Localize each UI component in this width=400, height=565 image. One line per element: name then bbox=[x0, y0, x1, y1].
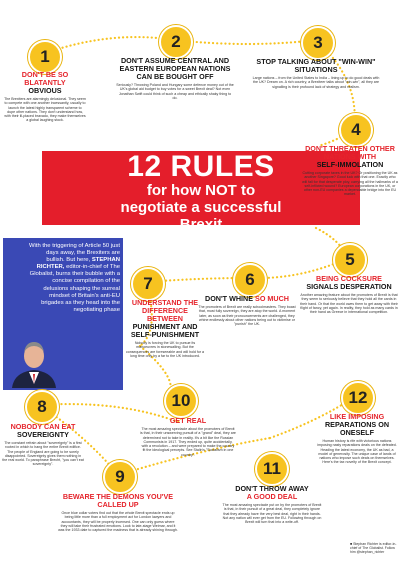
rule-6-heading bbox=[197, 295, 297, 303]
title-main: 12 RULES bbox=[127, 150, 275, 183]
rule-3-heading: STOP TALKING ABOUT "WIN-WIN" SITUATIONS bbox=[256, 57, 376, 74]
rule-3 bbox=[250, 58, 382, 89]
rule-9 bbox=[58, 493, 178, 532]
rule-4-body: Cutting corporate taxes in the UK? Or positioning the UK as another Singapore? Good luck with that one. Exactly who will fall for that desperate ploy, carrying all the hallmarks of a self-inflicted wound? European corporations in the UK, or other non-EU companies a dependable bridge into the EU market. bbox=[302, 171, 398, 197]
rule-2-body: Seriously? Throwing Poland and Hungary some defence money out of the UK's global aid budget to buy votes for a sweet Brexit deal? Not even Jonathan Swift could think of such a cheap and ethically shaky thing to do. bbox=[116, 83, 234, 100]
rule-9-heading: CALLED UP bbox=[97, 500, 139, 509]
rule-1-heading-red: DON'T BE SO BLATANTLY bbox=[21, 70, 69, 87]
rule-11 bbox=[222, 485, 322, 524]
rule-6-number: 6 bbox=[233, 263, 267, 297]
author-photo bbox=[6, 332, 62, 388]
rule-5 bbox=[300, 275, 398, 314]
rule-8 bbox=[2, 423, 84, 467]
rule-10-heading: GET REAL bbox=[169, 416, 207, 425]
rule-5-heading-red: BEING COCKSURE bbox=[316, 274, 382, 283]
rule-7-heading-red: UNDERSTAND THE DIFFERENCE BETWEEN bbox=[131, 298, 199, 323]
title-line-3: negotiate a successful bbox=[120, 199, 282, 216]
rule-6-body: The promoters of Brexit are really schoolmasters. They boast that, must fully sovereign, they are atop the world. A moment later, as soon as their pronouncements are challenged, they whine endlessly about other nations being out to victimise or "punish" the UK. bbox=[198, 305, 296, 327]
rule-7-heading: PUNISHMENT AND SELF-PUNISHMENT bbox=[130, 322, 200, 339]
rule-9-heading-red: BEWARE THE DEMONS YOU'VE bbox=[62, 492, 174, 501]
rule-1 bbox=[4, 71, 86, 123]
rule-3-body: Large nations – from the United States to India – lining up to do good deals with the UK? Dream on. A rich country, a Brexiteer talks about "win-win", all they are signalling is their profound lack of strategy and realism. bbox=[252, 76, 380, 89]
rule-6-heading-red: SO MUCH bbox=[255, 294, 289, 303]
rule-4-heading-red: DON'T THREATEN OTHER NATIONS WITH bbox=[305, 144, 395, 161]
rule-10-body: The most amazing spectacle about the promoters of Brexit is that, in their unswerving pursuit of a "grand" deal, they are determined not to take in reality. It's a bit like the Russian Communists in 1917. They ended up, quite accidentally, with a revolution – and were prepared to make the country fit the ideological precepts. See Stalin's "Socialism in one country". bbox=[140, 427, 236, 457]
rule-1-heading: OBVIOUS bbox=[28, 86, 62, 95]
rule-2 bbox=[116, 57, 234, 100]
rule-6 bbox=[197, 295, 297, 326]
title-line-2: for how NOT to bbox=[146, 182, 256, 199]
rule-2-number: 2 bbox=[159, 25, 193, 59]
rule-12 bbox=[316, 413, 398, 465]
intro-author-name: STEPHAN RICHTER, bbox=[36, 257, 120, 271]
rule-1-number: 1 bbox=[28, 40, 62, 74]
rule-11-heading-red: A GOOD DEAL bbox=[246, 492, 298, 501]
rule-3-number: 3 bbox=[301, 26, 335, 60]
rule-6-heading-black: DON'T WHINE bbox=[205, 294, 254, 303]
rule-7-body: Nobody is forcing the UK to pursue its manoeuvres in stonewalling. But the consequences are foreseeable and will hold for a long time only by a far to the UK introduced. bbox=[125, 341, 205, 358]
rule-9-body: Once blue collar voters find out that the whole Brexit spectacle ends up being little more than a full employment act for London lawyers and accountants, they will be properly incensed. One can only guess where they will take their frustrated emotions. Look to late-stage Weimar, and it was the 1933 date to captured the madness that is already shining through. bbox=[58, 511, 178, 533]
rule-10-number: 10 bbox=[164, 384, 198, 418]
author-credit: ■ Stephan Richter is editor-in-chief of The Globalist. Follow him @stephan_richter bbox=[350, 542, 397, 555]
rule-8-number: 8 bbox=[25, 390, 59, 424]
rule-5-body: Another amazing feature about the promoters of Brexit is that they seem to seriously believe that they hold all the cards in their hand. Or that the world owes them to get away with their flight of fancy, yet again. In reality, they hold as many cards in their hand as Greece in international competition. bbox=[300, 293, 398, 315]
rule-8-body: The constant refrain about "sovereignty" is a first rooted in which to hang the entire Brexit edifice. The people of England are going to be sorely disappointed. Sovereignty gives them nothing in the real world. To paraphrase Brecht, "you can't eat sovereignty". bbox=[2, 441, 84, 467]
rule-4-number: 4 bbox=[339, 113, 373, 147]
rule-12-heading: REPARATIONS ON ONESELF bbox=[324, 420, 390, 437]
rule-2-heading: DON'T ASSUME CENTRAL AND EASTERN EUROPEAN NATIONS CAN BE BOUGHT OFF bbox=[119, 56, 231, 81]
rule-12-heading-red: LIKE IMPOSING bbox=[329, 412, 385, 421]
rule-4-heading: SELF-IMMOLATION bbox=[316, 160, 384, 169]
intro-text-body: editor-in-chief of The Globalist, burns their bubble with a concise compilation of the delusions shaping the surreal mindset of Britain's anti-EU brigades as they head into the negotiating phase bbox=[29, 264, 120, 313]
rule-8-heading: SOVEREIGNTY bbox=[17, 430, 69, 439]
rule-5-heading: SIGNALS DESPERATION bbox=[306, 282, 392, 291]
rule-1-body: The Brexiters are alarmingly delusional. They seem to compete with one another incessantly, usually to launch the latest highly transparent scheme to dupe other nations. They don't understand how, with their ill-placed bravado, they make themselves a global laughing stock. bbox=[4, 97, 86, 123]
rule-11-heading: DON'T THROW AWAY bbox=[235, 484, 309, 493]
rule-12-body: Human history is rife with victorious nations imposing nasty reparations deals on the defeated. Heading the latest economy, the UK as bad, a model of generosity. The unique case of lands of nations who impose such deals on themselves. Here's the tax novelty of the Brexit concept. bbox=[317, 439, 397, 465]
rule-11-body: The most amazing spectacle put on by the promoters of Brexit is that, in their pursuit of a great deal, they completely ignore that they already have the very best deal, right in their hands. Not any nation will ever get from the EU. Following through on Brexit will turn that into a write-off. bbox=[222, 503, 322, 525]
rule-9-number: 9 bbox=[103, 460, 137, 494]
rule-10 bbox=[140, 417, 236, 457]
intro-text bbox=[28, 243, 120, 314]
rule-8-heading-red: NOBODY CAN EAT bbox=[10, 422, 76, 431]
rule-5-number: 5 bbox=[333, 243, 367, 277]
rule-7 bbox=[125, 299, 205, 358]
rule-11-number: 11 bbox=[255, 452, 289, 486]
rule-7-number: 7 bbox=[131, 267, 165, 301]
rule-4 bbox=[302, 145, 398, 197]
rule-12-number: 12 bbox=[341, 381, 375, 415]
intro-text-lead: With the triggering of Article 50 just days away, the Brexiters are bullish. But here, bbox=[28, 243, 120, 264]
title-line-4: Brexit bbox=[179, 216, 223, 233]
